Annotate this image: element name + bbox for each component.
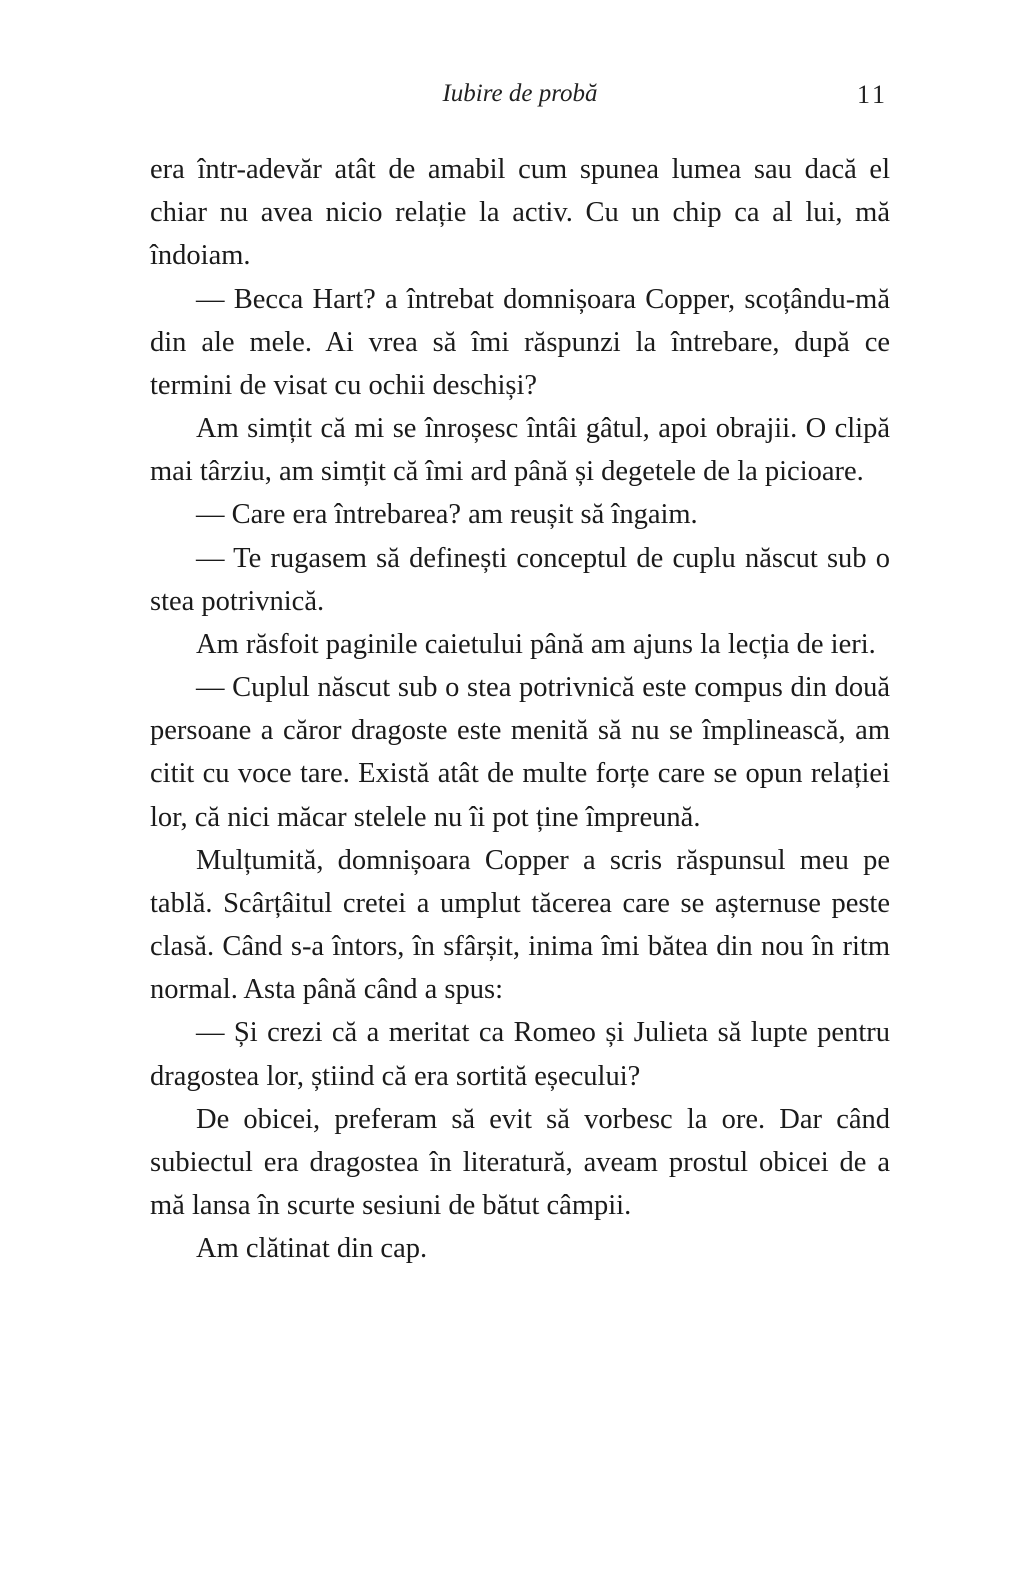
paragraph: Mulțumită, domnișoara Copper a scris răspunsul meu pe tablă. Scârțâitul cretei a umplut tăcerea care se așternuse peste clasă. Când s-a întors, în sfârșit, inima îmi bătea din nou în ritm normal. Asta până când a spus: <box>150 844 890 1006</box>
running-title: Iubire de probă <box>442 80 598 107</box>
paragraph: — Și crezi că a meritat ca Romeo și Julieta să lupte pentru dragostea lor, știind că era sortită eșecului? <box>150 1017 890 1092</box>
paragraph: Am simțit că mi se înroșesc întâi gâtul, apoi obrajii. O clipă mai târziu, am simțit că îmi ard până și degetele de la picioare. <box>150 413 890 488</box>
paragraph: De obicei, preferam să evit să vorbesc la ore. Dar când subiectul era dragostea în literatură, aveam prostul obicei de a mă lansa în scurte sesiuni de bătut câmpii. <box>150 1103 890 1222</box>
paragraph: — Te rugasem să definești conceptul de cuplu născut sub o stea potrivnică. <box>150 542 890 617</box>
page-number: 11 <box>856 80 888 109</box>
page-header <box>150 80 890 114</box>
paragraph: era într-adevăr atât de amabil cum spunea lumea sau dacă el chiar nu avea nicio relație la activ. Cu un chip ca al lui, mă îndoiam. <box>150 154 890 272</box>
paragraph: Am clătinat din cap. <box>196 1233 428 1265</box>
page-body <box>150 148 890 1270</box>
paragraph: — Care era întrebarea? am reușit să îngaim. <box>196 499 698 531</box>
paragraph: Am răsfoit paginile caietului până am ajuns la lecția de ieri. <box>196 628 876 660</box>
paragraph: — Becca Hart? a întrebat domnișoara Copper, scoțându-mă din ale mele. Ai vrea să îmi răspunzi la întrebare, după ce termini de visat cu ochii deschiși? <box>150 283 890 401</box>
paragraph: — Cuplul născut sub o stea potrivnică este compus din două persoane a căror dragoste este menită să nu se împlinească, am citit cu voce tare. Există atât de multe forțe care se opun relației lor, că nici măcar stelele nu îi pot ține împreună. <box>150 672 890 833</box>
